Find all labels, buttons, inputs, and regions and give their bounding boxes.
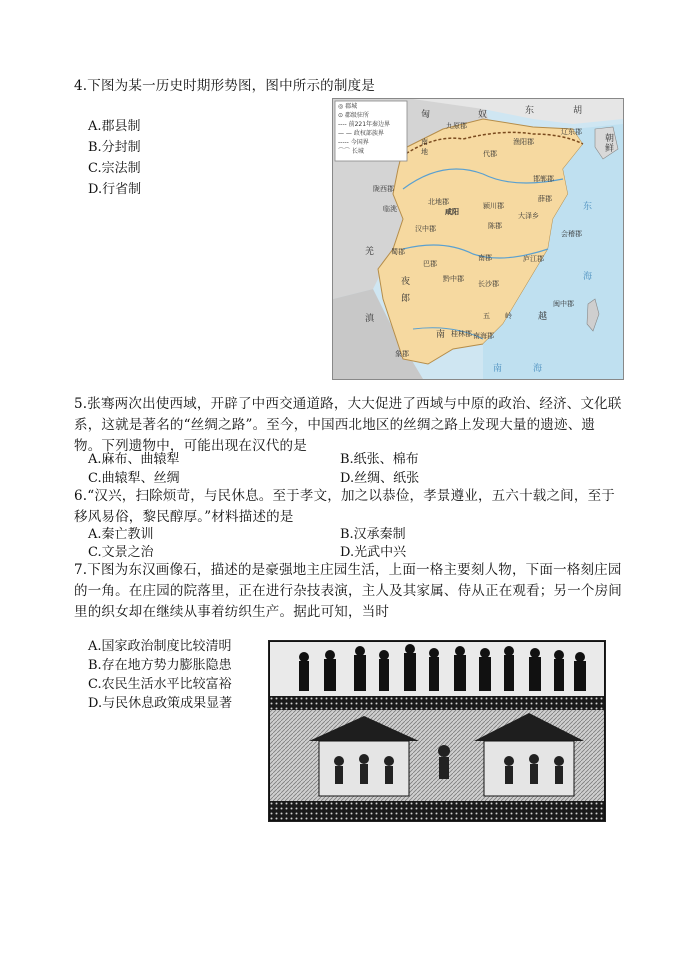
map-label: 南 — [436, 330, 446, 340]
map-label: 九原郡 — [446, 122, 467, 130]
q5-option-c[interactable]: C.曲辕犁、丝绸 — [88, 471, 180, 486]
q7-option-a[interactable]: A.国家政治制度比较清明 — [88, 639, 232, 654]
map-labels — [333, 99, 623, 379]
map-label: 临洮 — [383, 205, 397, 213]
map-label: 南 — [421, 138, 428, 146]
q4-option-c[interactable]: C.宗法制 — [88, 161, 141, 176]
map-label: 陈郡 — [488, 222, 502, 230]
map-label: 庐江郡 — [523, 255, 544, 263]
map-label: 郎 — [401, 294, 411, 304]
question-4 — [74, 76, 622, 97]
question-7 — [74, 560, 622, 623]
map-legend: ◎ 郡城 ⊙ 郡级驻所 ---- 前221年秦边界 — — 政权部族界 ----- 今国界 ⌒⌒ 长城 — [338, 103, 391, 155]
map-label: 巴郡 — [423, 260, 437, 268]
map-label: 代郡 — [483, 150, 497, 158]
map-label: 五 — [483, 312, 490, 320]
map-label: 夜 — [401, 277, 411, 287]
relief-svg — [269, 641, 605, 821]
q7-option-b[interactable]: B.存在地方势力膨胀隐患 — [88, 658, 232, 673]
q4-option-b[interactable]: B.分封制 — [88, 140, 141, 155]
map-label: 匈 — [421, 110, 431, 120]
q5-option-a[interactable]: A.麻布、曲辕犁 — [88, 452, 180, 467]
q6-option-b[interactable]: B.汉承秦制 — [340, 527, 406, 542]
q5-option-d[interactable]: D.丝绸、纸张 — [340, 471, 420, 486]
map-label: 咸阳 — [445, 208, 459, 216]
question-4-stem: 4.下图为某一历史时期形势图，图中所示的制度是 — [74, 78, 375, 94]
map-label: 会稽郡 — [561, 230, 582, 238]
map-label: 邯郸郡 — [533, 175, 554, 183]
map-label: 羌 — [365, 247, 375, 257]
map-label: 鲜 — [605, 144, 615, 154]
map-label: 渔阳郡 — [513, 138, 534, 146]
map-label: 朝 — [605, 134, 615, 144]
map-label: 南郡 — [478, 254, 492, 262]
map-label: 象郡 — [395, 350, 409, 358]
map-label: 北地郡 — [428, 198, 449, 206]
question-5-stem: 5.张骞两次出使西域，开辟了中西交通道路，大大促进了西域与中原的政治、经济、文化联系，这就是著名的“丝绸之路”。至今，中国西北地区的丝绸之路上发现大量的遗迹、遗物。下列遗物中，可能出现在汉代的是 — [74, 396, 622, 454]
map-label: 地 — [421, 148, 428, 156]
q6-option-a[interactable]: A.秦亡教训 — [88, 527, 154, 542]
han-stone-relief-image — [268, 640, 606, 822]
qin-dynasty-map — [332, 98, 624, 380]
map-label: 颍川郡 — [483, 202, 504, 210]
map-label: 南海郡 — [473, 332, 494, 340]
question-6-stem: 6.“汉兴，扫除烦苛，与民休息。至于孝文，加之以恭俭，孝景遵业，五六十载之间，至于移风易俗，黎民醇厚。”材料描述的是 — [74, 488, 615, 525]
q7-option-c[interactable]: C.农民生活水平比较富裕 — [88, 677, 232, 692]
map-label: 黔中郡 — [443, 275, 464, 283]
q5-option-b[interactable]: B.纸张、棉布 — [340, 452, 419, 467]
map-label: 大泽乡 — [518, 212, 539, 220]
map-label: 奴 — [478, 110, 488, 120]
q6-option-d[interactable]: D.光武中兴 — [340, 545, 407, 560]
map-label: 东 — [583, 202, 593, 212]
map-label: 东 — [525, 106, 535, 116]
map-label: 蜀郡 — [391, 248, 405, 256]
map-label: 胡 — [573, 106, 583, 116]
question-6 — [74, 486, 622, 528]
map-label: 辽东郡 — [561, 128, 582, 136]
question-5 — [74, 394, 622, 457]
map-label: 岭 — [505, 312, 512, 320]
map-label: 海 — [533, 364, 543, 374]
q6-option-c[interactable]: C.文景之治 — [88, 545, 154, 560]
map-label: 越 — [538, 312, 548, 322]
map-label: 滇 — [365, 314, 375, 324]
question-7-stem: 7.下图为东汉画像石，描述的是豪强地主庄园生活，上面一格主要刻人物，下面一格刻庄园的一角。在庄园的院落里，正在进行杂技表演，主人及其家属、侍从正在观看；另一个房间里的织女却在继续从事着纺织生产。据此可知，当时 — [74, 562, 622, 620]
q4-option-d[interactable]: D.行省制 — [88, 182, 142, 197]
map-label: 桂林郡 — [451, 330, 472, 338]
map-label: 长沙郡 — [478, 280, 499, 288]
map-label: 海 — [583, 272, 593, 282]
map-label: 薛郡 — [538, 195, 552, 203]
map-label: 南 — [493, 364, 503, 374]
q4-option-a[interactable]: A.郡县制 — [88, 119, 141, 134]
q7-option-d[interactable]: D.与民休息政策成果显著 — [88, 696, 233, 711]
map-label: 陇西郡 — [373, 185, 394, 193]
map-label: 汉中郡 — [415, 225, 436, 233]
map-label: 闽中郡 — [553, 300, 574, 308]
